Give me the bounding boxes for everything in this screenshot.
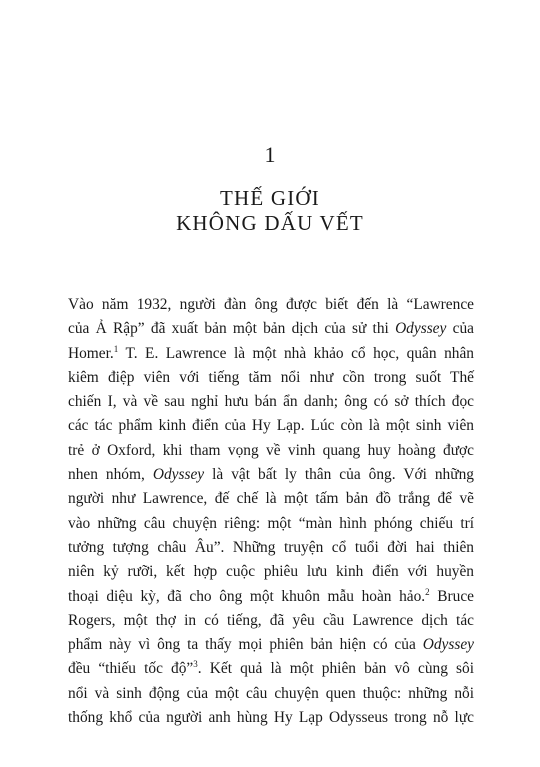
text-run: kiêm điệp viên với tiếng tăm nổi như cồn trong suốt Thế [68, 368, 474, 386]
text-run: đều “thiếu tốc độ” [68, 660, 194, 678]
text-line [68, 487, 474, 511]
italic-title: Odyssey [395, 320, 447, 338]
text-run: Rogers, một thợ in có tiếng, đã yêu cầu Lawrence dịch tác [68, 611, 474, 629]
text-run: các tác phẩm kinh điển của Hy Lạp. Lúc còn là một sinh viên [68, 417, 474, 435]
text-line [68, 657, 474, 681]
text-line [68, 633, 474, 657]
chapter-title-line: KHÔNG DẤU VẾT [176, 211, 364, 235]
body-paragraph [68, 293, 474, 730]
footnote-marker: 3 [193, 659, 198, 670]
text-run: . Kết quả là một phiên bản vô cùng sôi [197, 660, 474, 678]
text-run: là vật bất ly thân của ông. Với những [204, 466, 474, 484]
text-run: của [446, 320, 474, 338]
text-run: trẻ ở Oxford, khi tham vọng về vinh quang huy hoàng được [68, 441, 474, 459]
text-line [68, 706, 474, 730]
text-line [68, 585, 474, 609]
text-run: vào những câu chuyện riêng: một “màn hình phóng chiếu trí [68, 514, 474, 532]
chapter-title [0, 186, 540, 236]
text-run: T. E. Lawrence là một nhà khảo cổ học, quân nhân [118, 344, 474, 362]
text-line [68, 463, 474, 487]
text-line [68, 512, 474, 536]
text-run: chiến I, và về sau nghỉ hưu bán ẩn danh; ông có sở thích đọc [68, 393, 474, 411]
text-run: nhen nhóm, [68, 466, 153, 484]
text-line [68, 342, 474, 366]
text-run: tưởng tượng châu Âu”. Những truyện cổ tuổi đời hai thiên [68, 538, 474, 556]
text-run: Bruce [429, 587, 474, 605]
text-line [68, 414, 474, 438]
text-line [68, 293, 474, 317]
footnote-marker: 1 [113, 343, 119, 354]
text-line [68, 536, 474, 560]
text-run: phẩm này vì ông ta thấy mọi phiên bản hiện có của [68, 636, 423, 654]
text-run: Homer. [68, 344, 114, 362]
text-line [68, 560, 474, 584]
text-line [68, 439, 474, 463]
footnote-marker: 2 [425, 586, 430, 597]
text-run: niên kỷ rưỡi, kết hợp cuộc phiêu lưu kinh điển với huyền [68, 563, 474, 581]
italic-title: Odyssey [152, 466, 205, 484]
italic-title: Odyssey [422, 636, 474, 654]
text-run: người như Lawrence, đế chế là một tấm bản đồ trắng để vẽ [68, 490, 474, 508]
text-run: thoại diệu kỳ, đã cho ông một khuôn mẫu hoàn hảo. [68, 587, 426, 605]
text-run: thống khổ của người anh hùng Hy Lạp Odysseus trong nỗ lực [68, 709, 474, 727]
chapter-title-line: THẾ GIỚI [220, 186, 320, 210]
text-line [68, 366, 474, 390]
text-line [68, 390, 474, 414]
text-line [68, 609, 474, 633]
text-run: Vào năm 1932, người đàn ông được biết đến là “Lawrence [68, 296, 474, 313]
text-line [68, 317, 474, 341]
chapter-number: 1 [264, 142, 276, 167]
text-run: nổi và sinh động của một câu chuyện quen thuộc: những nỗi [68, 684, 474, 702]
text-run: của Ả Rập” đã xuất bản một bản dịch của sử thi [68, 320, 396, 338]
text-line [68, 682, 474, 706]
